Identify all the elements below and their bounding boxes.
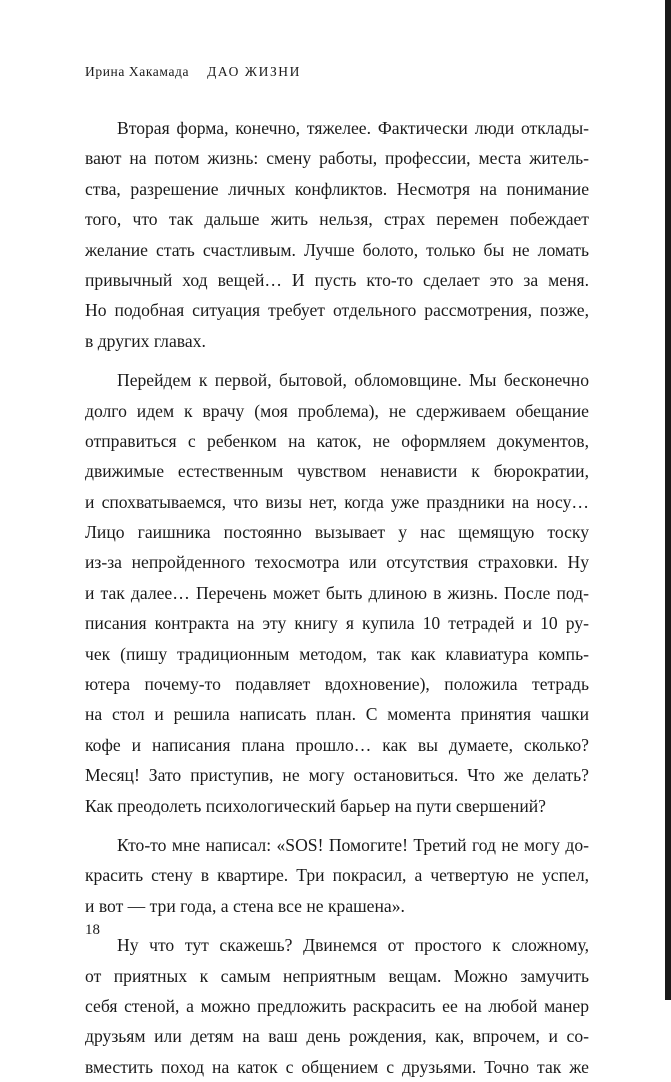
text-line: Кто-то мне написал: «SOS! Помогите! Третий год не могу до-: [117, 834, 589, 855]
text-line: Вторая форма, конечно, тяжелее. Фактически люди отклады-: [117, 118, 589, 138]
text-line: движимые естественным чувством ненависти к бюрократии,: [85, 461, 589, 482]
text-line: вают на потом жизнь: смену работы, профессии, места житель-: [85, 148, 589, 169]
book-title: ДАО ЖИЗНИ: [207, 64, 302, 79]
text-line: чек (пишу традиционным методом, так как клавиатура компь-: [85, 643, 589, 664]
text-line: Лицо гаишника постоянно вызывает у нас щемящую тоску: [85, 522, 589, 543]
text-line: красить стену в квартире. Три покрасил, а четвертую не успел,: [85, 865, 589, 886]
text-line: ства, разрешение личных конфликтов. Несмотря на понимание: [85, 178, 589, 199]
text-line: писания контракта на эту книгу я купила 10 тетрадей и 10 ру-: [85, 613, 589, 634]
text-line: Месяц! Зато приступив, не могу остановиться. Что же делать?: [85, 765, 589, 786]
text-line: Ну что тут скажешь? Двинемся от простого к сложному,: [117, 935, 589, 956]
page-number: 18: [85, 922, 100, 938]
text-line: на стол и решила написать план. С момента принятия чашки: [85, 704, 589, 725]
text-line: и вот — три года, а стена все не крашена».: [85, 895, 405, 916]
text-line: Перейдем к первой, бытовой, обломовщине. Мы бесконечно: [117, 370, 589, 391]
text-line: и спохватываемся, что визы нет, когда уже праздники на носу…: [85, 491, 589, 512]
text-line: привычный ход вещей… И пусть кто-то сделает это за меня.: [85, 269, 589, 290]
text-line: кофе и написания плана прошло… как вы думаете, сколько?: [85, 734, 589, 755]
text-line: Как преодолеть психологический барьер на пути свершений?: [85, 795, 546, 816]
text-line: Но подобная ситуация требует отдельного рассмотрения, позже,: [85, 300, 589, 321]
text-line: себя стеной, а можно предложить раскрасить ее на любой манер: [85, 995, 589, 1016]
text-line: вместить поход на каток с общением с друзьями. Точно так же: [85, 1056, 589, 1077]
text-line: в других главах.: [85, 330, 206, 351]
body-text: [85, 113, 589, 1082]
running-head: [85, 64, 301, 80]
page-edge-border: [665, 0, 671, 1000]
text-line: долго идем к врачу (моя проблема), не сдерживаем обещание: [85, 400, 589, 421]
text-line: того, что так дальше жить нельзя, страх перемен побеждает: [85, 209, 589, 230]
text-line: из-за непройденного техосмотра или отсутствия страховки. Ну: [85, 552, 589, 573]
text-line: от приятных к самым неприятным вещам. Можно замучить: [85, 965, 589, 986]
text-line: желание стать счастливым. Лучше болото, только бы не ломать: [85, 239, 589, 260]
text-line: отправиться с ребенком на каток, не оформляем документов,: [85, 430, 589, 451]
text-line: друзьям или детям на ваш день рождения, как, впрочем, и со-: [85, 1026, 589, 1047]
text-line: ютера почему-то подавляет вдохновение), положила тетрадь: [85, 674, 589, 695]
text-line: и так далее… Перечень может быть длиною в жизнь. После под-: [85, 582, 589, 603]
author-name: Ирина Хакамада: [85, 64, 190, 79]
